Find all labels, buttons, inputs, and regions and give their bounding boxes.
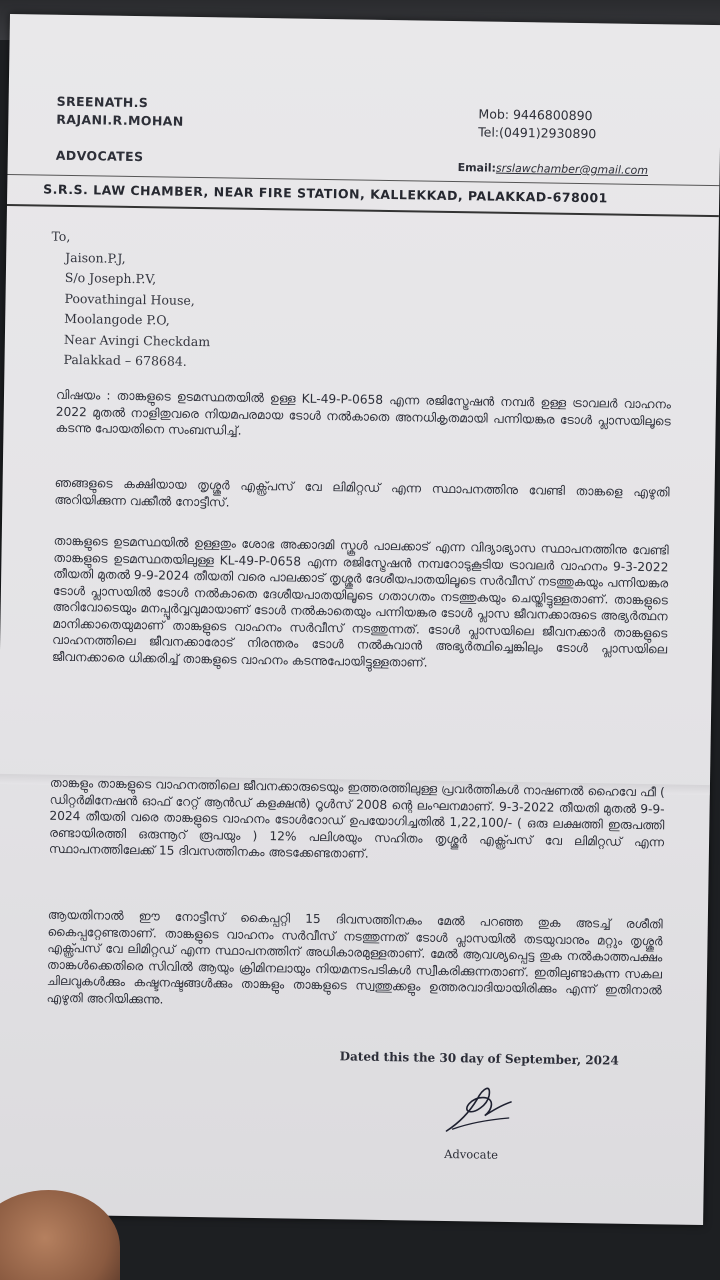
signature-mark bbox=[438, 1073, 519, 1140]
advocate-name-1: SREENATH.S bbox=[56, 93, 149, 111]
intro-paragraph: ഞങ്ങളുടെ കക്ഷിയായ തൃശ്ശൂർ എക്സ്പ്രസ് വേ ലിമിറ്റഡ് എന്ന സ്ഥാപനത്തിനു വേണ്ടി താങ്കളെ എഴുതി അറിയിക്കുന്ന വക്കീൽ നോട്ടീസ്. bbox=[54, 475, 670, 510]
subject-paragraph: വിഷയം : താങ്കളുടെ ഉടമസ്ഥതയിൽ ഉള്ള KL-49-P-0658 എന്ന രജിസ്ട്രേഷൻ നമ്പർ ഉള്ള ട്രാവലർ വാഹനം 2022 മുതൽ നാളിതുവരെ നിയമപരമായ ടോൾ നൽകാതെ അനധികൃതമായി പന്നിയങ്കര ടോൾ പ്ലാസയിലൂടെ കടന്നു പോയതിനെ സംബന്ധിച്ച്. bbox=[55, 387, 672, 438]
address-line: Palakkad – 678684. bbox=[63, 351, 187, 369]
address-line: Poovathingal House, bbox=[64, 290, 195, 308]
firm-address: S.R.S. LAW CHAMBER, NEAR FIRE STATION, KALLEKKAD, PALAKKAD-678001 bbox=[43, 181, 608, 206]
letterhead-divider-bottom bbox=[7, 204, 719, 217]
telephone-number: Tel:(0491)2930890 bbox=[478, 124, 597, 142]
demand-paragraph: താങ്കളും താങ്കളുടെ വാഹനത്തിലെ ജീവനക്കാരുടെയും ഇത്തരത്തിലുള്ള പ്രവർത്തികൾ നാഷണൽ ഹൈവേ ഫീ ( ഡിറ്റർമിനേഷൻ ഓഫ് റേറ്റ് ആൻഡ് കളക്ഷൻ) റൂൾസ് 2008 ന്റെ ലംഘനമാണ്. 9-3-2022 തീയതി മുതൽ 9-9-2024 തീയതി വരെ താങ്കളുടെ വാഹനം ടോൾറോഡ് ഉപയോഗിച്ചതിൽ 1,22,100/- ( ഒരു ലക്ഷത്തി ഇരുപത്തി രണ്ടായിരത്തി ഒരുന്നൂറ് രൂപയും ) 12% പലിശയും സഹിതം തൃശ്ശൂർ എക്സ്പ്രസ് വേ ലിമിറ്റഡ് എന്ന സ്ഥാപനത്തിലേക്ക് 15 ദിവസത്തിനകം അടക്കേണ്ടതാണ്. bbox=[48, 775, 665, 861]
notice-paper bbox=[0, 14, 720, 1225]
address-line: S/o Joseph.P.V, bbox=[64, 269, 157, 287]
email-address: srslawchamber@gmail.com bbox=[495, 161, 649, 178]
address-line: Jaison.P.J, bbox=[65, 249, 126, 266]
facts-paragraph: താങ്കളുടെ ഉടമസ്ഥയിൽ ഉള്ളതും ശോഭ അക്കാദമി സ്കൂൾ പാലക്കാട് എന്ന വിദ്യാഭ്യാസ സ്ഥാപനത്തിനു വേണ്ടി താങ്കളുടെ ഉടമസ്ഥതയിലുള്ള KL-49-P-0658 എന്ന രജിസ്ട്രേഷൻ നമ്പറോടുകൂടിയ ട്രാവലർ വാഹനം 9-3-2022 തീയതി മുതൽ 9-9-2024 തീയതി വരെ പാലക്കാട് തൃശ്ശൂർ ദേശീയപാതയിലൂടെ സർവീസ് നടത്തുകയും പന്നിയങ്കര ടോൾ പ്ലാസയിൽ ടോൾ നൽകാതെ ദേശീയപാതയിലൂടെ ഗതാഗതം നടത്തുകയും ചെയ്തിട്ടുള്ളതാണ്. താങ്കളുടെ അറിവോടെയും മനപ്പൂർവ്വവുമായാണ് ടോൾ നൽകാതെയും പന്നിയങ്കര ടോൾ പ്ലാസ ജീവനക്കാരുടെ അഭ്യർത്ഥന മാനിക്കാതെയുമാണ് താങ്കളുടെ വാഹനം സർവീസ് നടത്തുന്നത്. ടോൾ പ്ലാസയിലെ ജീവനക്കാർ താങ്കളുടെ വാഹനത്തിലെ ജീവനക്കാരോട് നിരന്തരം ടോൾ നൽകുവാൻ അഭ്യർത്ഥിച്ചെങ്കിലും ടോൾ പ്ലാസയിലെ ജീവനക്കാരെ ധിക്കരിച്ച് താങ്കളുടെ വാഹനം കടന്നുപോയിട്ടുള്ളതാണ്. bbox=[51, 533, 669, 670]
email-label: Email: bbox=[457, 161, 497, 175]
letterhead-contact bbox=[457, 105, 679, 178]
signatory-label: Advocate bbox=[444, 1146, 499, 1162]
address-lines bbox=[63, 247, 211, 372]
letterhead-names bbox=[56, 93, 184, 167]
consequence-paragraph: ആയതിനാൽ ഈ നോട്ടീസ് കൈപ്പറ്റി 15 ദിവസത്തിനകം മേൽ പറഞ്ഞ തുക അടച്ച് രശീതി കൈപ്പറ്റേണ്ടതാണ്. താങ്കളുടെ വാഹനം സർവീസ് നടത്തുന്നത് ടോൾ പ്ലാസയിൽ തടയുവാനും മറ്റും തൃശ്ശൂർ എക്സ്പ്രസ് വേ ലിമിറ്റഡ് എന്ന സ്ഥാപനത്തിന് അധികാരമുള്ളതാണ്. മേൽ ആവശ്യപ്പെട്ട തുക നൽകാത്തപക്ഷം താങ്കൾക്കെതിരെ സിവിൽ ആയും ക്രിമിനലായും നിയമനടപടികൾ സ്വീകരിക്കുന്നതാണ്. ഇതിലുണ്ടാകുന്ന സകല ചിലവുകൾക്കും കഷ്ടനഷ്ടങ്ങൾക്കും താങ്കളും താങ്കളുടെ സ്വത്തുക്കളും ഉത്തരവാദിയായിരിക്കും എന്ന് ഇതിനാൽ എഴുതി അറിയിക്കുന്നു. bbox=[46, 907, 663, 1007]
address-line: Near Avingi Checkdam bbox=[63, 331, 211, 349]
advocate-name-2: RAJANI.R.MOHAN bbox=[56, 111, 184, 129]
address-line: Moolangode P.O, bbox=[64, 310, 170, 328]
email-line bbox=[457, 159, 648, 180]
dated-line: Dated this the 30 day of September, 2024 bbox=[339, 1049, 619, 1068]
recipient-address bbox=[49, 227, 211, 373]
mobile-number: Mob: 9446800890 bbox=[478, 106, 593, 124]
to-label: To, bbox=[51, 228, 71, 244]
advocates-title: ADVOCATES bbox=[55, 147, 144, 165]
